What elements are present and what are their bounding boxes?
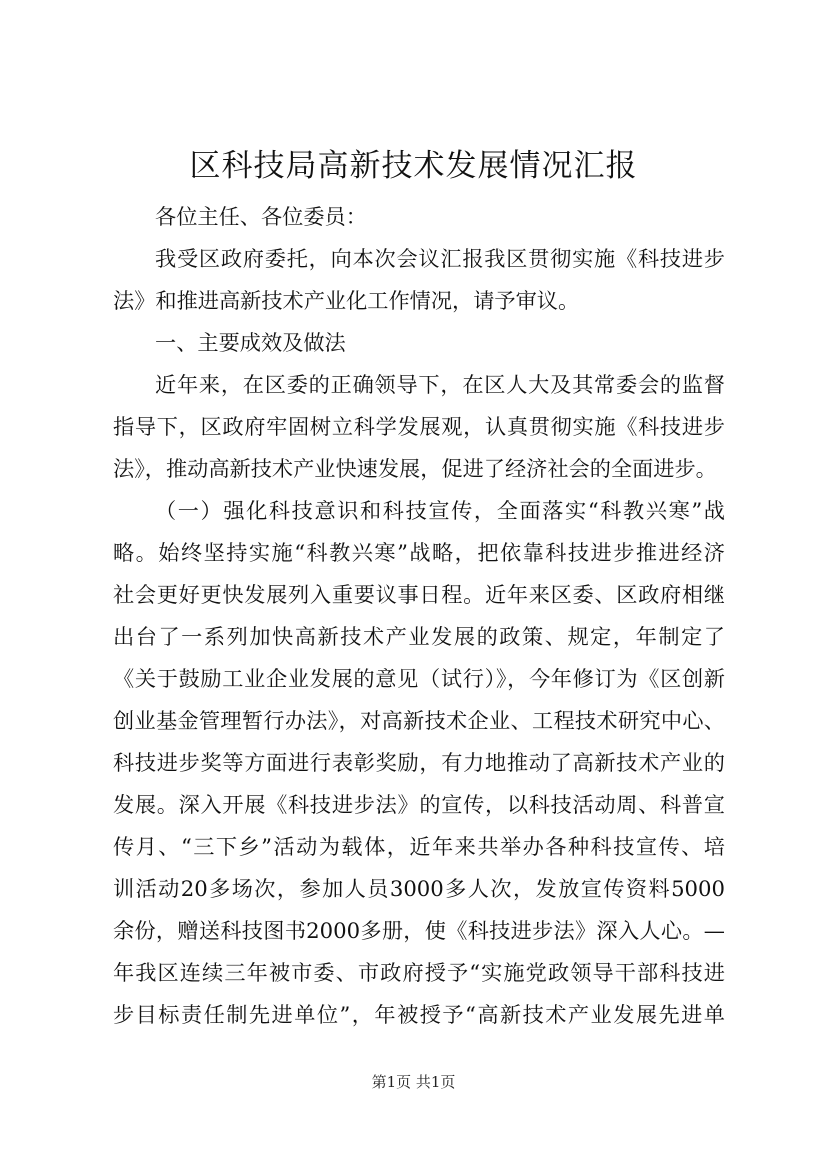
document-body [113, 196, 725, 1036]
salutation-line: 各位主任、各位委员： [155, 204, 367, 229]
paragraph-line: 传月、“三下乡”活动为载体，近年来共举办各种科技宣传、培 [113, 834, 725, 859]
paragraph-line: 年我区连续三年被市委、市政府授予“实施党政领导干部科技进 [113, 960, 725, 985]
section-heading: 一、主要成效及做法 [155, 330, 346, 355]
paragraph-line: 科技进步奖等方面进行表彰奖励，有力地推动了高新技术产业的 [113, 750, 725, 775]
paragraph-line: 步目标责任制先进单位”，年被授予“高新技术产业发展先进单 [113, 1002, 725, 1027]
paragraph-line: 发展。深入开展《科技进步法》的宣传，以科技活动周、科普宣 [113, 792, 725, 817]
paragraph-line: 法》，推动高新技术产业快速发展，促进了经济社会的全面进步。 [113, 456, 717, 481]
paragraph-line: 我受区政府委托，向本次会议汇报我区贯彻实施《科技进步 [155, 246, 725, 271]
paragraph-line: 指导下，区政府牢固树立科学发展观，认真贯彻实施《科技进步 [113, 414, 725, 439]
paragraph-line: 社会更好更快发展列入重要议事日程。近年来区委、区政府相继 [113, 582, 725, 607]
paragraph-line: 余份，赠送科技图书2000多册，使《科技进步法》深入人心。— [113, 918, 725, 943]
paragraph-line: 法》和推进高新技术产业化工作情况，请予审议。 [113, 288, 580, 313]
paragraph-line: 创业基金管理暂行办法》，对高新技术企业、工程技术研究中心、 [113, 708, 725, 733]
paragraph-line: 略。始终坚持实施“科教兴寒”战略，把依靠科技进步推进经济 [113, 540, 725, 565]
page-number-footer: 第1页 共1页 [371, 1073, 456, 1091]
paragraph-line: （一）强化科技意识和科技宣传，全面落实“科教兴寒”战 [155, 498, 725, 523]
paragraph-line: 《关于鼓励工业企业发展的意见（试行）》，今年修订为《区创新 [113, 666, 725, 691]
paragraph-line: 近年来，在区委的正确领导下，在区人大及其常委会的监督 [155, 372, 725, 397]
paragraph-line: 训活动20多场次，参加人员3000多人次，发放宣传资料5000 [113, 876, 725, 901]
document-title: 区科技局高新技术发展情况汇报 [189, 148, 638, 184]
paragraph-line: 出台了一系列加快高新技术产业发展的政策、规定，年制定了 [113, 624, 725, 649]
